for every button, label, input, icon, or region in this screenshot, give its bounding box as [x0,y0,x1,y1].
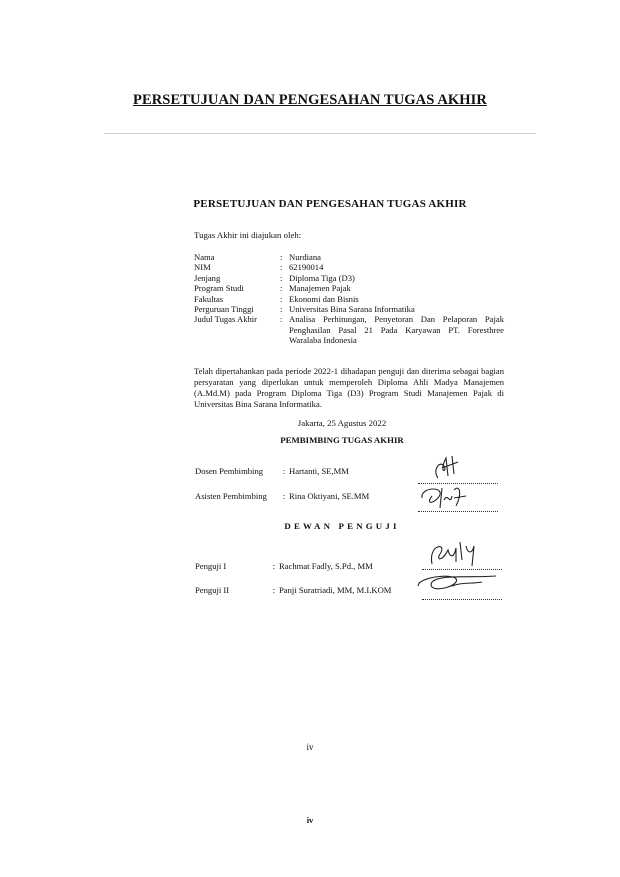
field-row: Judul Tugas Akhir : Analisa Perhitungan, Penyetoran Dan Pelaporan Pajak Penghasilan Pasal 21 Pada Karyawan PT. Foresthree Waralaba Indonesia [194,314,504,346]
page-number: iv [306,815,314,825]
assistant-supervisor-row: Asisten Pembimbing : Rina Oktiyani, SE.MM [195,491,370,501]
signature [422,538,502,570]
supervisor-row: Dosen Pembimbing : Hartanti, SE,MM [195,466,349,476]
field-row: Perguruan Tinggi : Universitas Bina Sarana Informatika [194,304,504,314]
field-value: Universitas Bina Sarana Informatika [289,304,415,315]
field-row: Nama : Nurdiana [194,252,504,262]
person-name: Rachmat Fadly, S.Pd., MM [279,561,373,571]
field-label: NIM [194,262,211,273]
field-row: Fakultas : Ekonomi dan Bisnis [194,294,504,304]
signature [412,568,502,600]
field-label: Jenjang [194,272,221,283]
field-value: Ekonomi dan Bisnis [289,293,359,304]
scanned-approval-sheet [140,180,520,620]
place-date: Jakarta, 25 Agustus 2022 [297,418,387,428]
intro-text: Tugas Akhir ini diajukan oleh: [194,230,302,240]
field-label: Program Studi [194,283,244,294]
field-row: NIM : 62190014 [194,262,504,272]
student-fields [194,252,504,346]
role-label: Penguji I [195,561,227,571]
role-label: Dosen Pembimbing [195,466,264,476]
role-label: Penguji II [195,585,230,595]
pembimbing-heading: PEMBIMBING TUGAS AKHIR [280,435,404,445]
person-name: Hartanti, SE,MM [289,466,349,476]
person-name: Panji Suratriadi, MM, M.I.KOM [279,585,392,595]
field-value: Diploma Tiga (D3) [289,272,355,283]
approval-paragraph: Telah dipertahankan pada periode 2022-1 dihadapan penguji dan diterima sebagai bagian persyaratan yang diperlukan untuk memperoleh Diploma Ahli Madya Manajemen (A.Md.M) pada Program Diploma Tiga (D3) Program Studi Manajemen Pajak di Universitas Bina Sarana Informatika. [194,366,504,409]
examiner-1-row: Penguji I : Rachmat Fadly, S.Pd., MM [195,561,373,571]
page-title: PERSETUJUAN DAN PENGESAHAN TUGAS AKHIR [132,92,487,108]
field-value: Nurdiana [289,252,321,262]
field-label: Nama [194,252,215,262]
signature [418,480,498,512]
sheet-title: PERSETUJUAN DAN PENGESAHAN TUGAS AKHIR [193,198,467,210]
field-value: Analisa Perhitungan, Penyetoran Dan Pelaporan Pajak Penghasilan Pasal 21 Pada Karyawan PT. Foresthree Waralaba Indonesia [289,314,504,346]
role-label: Asisten Pembimbing [195,491,267,501]
field-row: Program Studi : Manajemen Pajak [194,283,504,293]
divider [104,133,536,134]
sheet-folio: iv [306,742,314,752]
penguji-heading: DEWAN PENGUJI [284,521,400,531]
person-name: Rina Oktiyani, SE.MM [289,491,370,501]
field-row: Jenjang : Diploma Tiga (D3) [194,273,504,283]
field-label: Perguruan Tinggi [194,304,254,315]
field-value: Manajemen Pajak [289,283,351,294]
field-value: 62190014 [289,262,324,273]
examiner-2-row: Penguji II : Panji Suratriadi, MM, M.I.KOM [195,585,392,595]
field-label: Judul Tugas Akhir [194,314,258,325]
field-label: Fakultas [194,293,224,304]
